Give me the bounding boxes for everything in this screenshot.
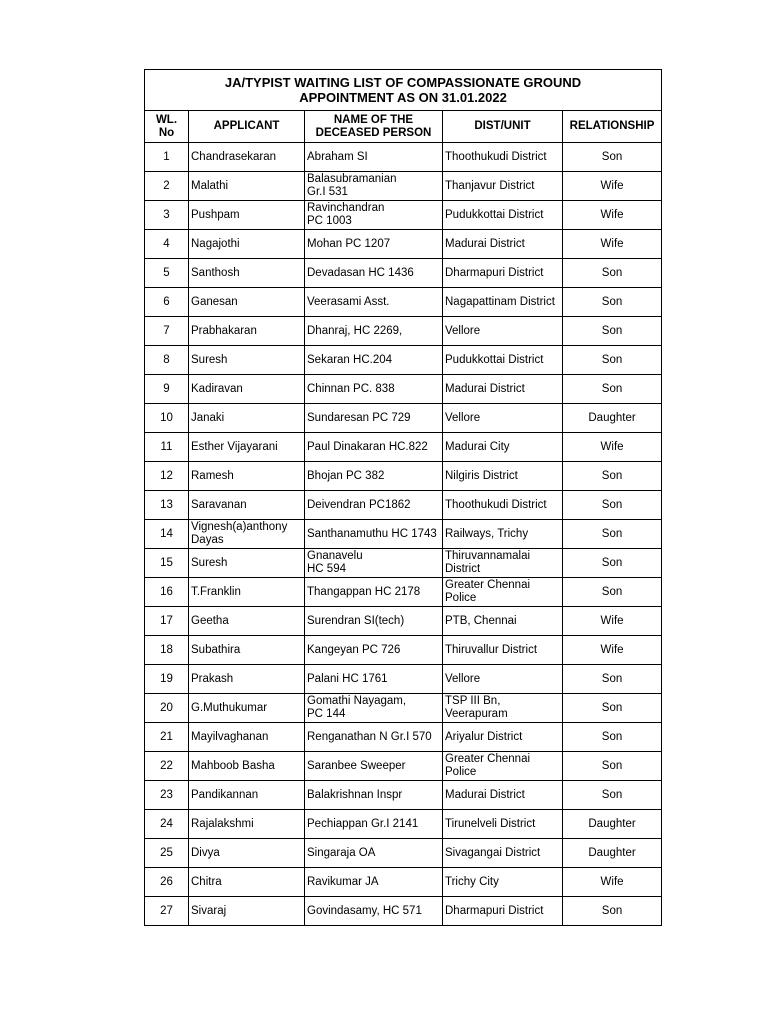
cell-wl-no: 3 (145, 201, 189, 230)
cell-wl-no: 4 (145, 230, 189, 259)
cell-wl-no: 13 (145, 491, 189, 520)
cell-wl-no: 11 (145, 433, 189, 462)
cell-dist-unit: PTB, Chennai (443, 607, 563, 636)
cell-dist-unit: Thiruvallur District (443, 636, 563, 665)
cell-applicant: Pandikannan (189, 781, 305, 810)
cell-applicant: Ramesh (189, 462, 305, 491)
cell-relationship: Son (563, 375, 662, 404)
cell-wl-no: 6 (145, 288, 189, 317)
cell-applicant: T.Franklin (189, 578, 305, 607)
cell-applicant: G.Muthukumar (189, 694, 305, 723)
table-row (145, 433, 662, 462)
cell-wl-no: 22 (145, 752, 189, 781)
cell-wl-no: 18 (145, 636, 189, 665)
cell-wl-no: 9 (145, 375, 189, 404)
cell-deceased: Singaraja OA (305, 839, 443, 868)
table-row (145, 868, 662, 897)
cell-relationship: Son (563, 259, 662, 288)
cell-dist-unit: Dharmapuri District (443, 259, 563, 288)
cell-deceased: Gomathi Nayagam, PC 144 (305, 694, 443, 723)
column-header-dist-unit: DIST/UNIT (443, 111, 563, 143)
cell-relationship: Son (563, 723, 662, 752)
table-row (145, 839, 662, 868)
cell-dist-unit: Tirunelveli District (443, 810, 563, 839)
cell-applicant: Divya (189, 839, 305, 868)
column-header-deceased: NAME OF THE DECEASED PERSON (305, 111, 443, 143)
cell-relationship: Son (563, 346, 662, 375)
cell-deceased: Veerasami Asst. (305, 288, 443, 317)
cell-applicant: Mahboob Basha (189, 752, 305, 781)
cell-dist-unit: Pudukkottai District (443, 201, 563, 230)
title-line-1: JA/TYPIST WAITING LIST OF COMPASSIONATE GROUND (224, 75, 582, 90)
cell-dist-unit: Madurai District (443, 230, 563, 259)
cell-applicant: Suresh (189, 346, 305, 375)
cell-dist-unit: Railways, Trichy (443, 520, 563, 549)
cell-relationship: Son (563, 520, 662, 549)
table-row (145, 810, 662, 839)
title-line-2: APPOINTMENT AS ON 31.01.2022 (299, 90, 507, 105)
cell-applicant: Subathira (189, 636, 305, 665)
cell-dist-unit: Nilgiris District (443, 462, 563, 491)
column-header-applicant: APPLICANT (189, 111, 305, 143)
table-body (145, 143, 662, 926)
cell-applicant: Janaki (189, 404, 305, 433)
cell-wl-no: 12 (145, 462, 189, 491)
table-row (145, 723, 662, 752)
cell-wl-no: 23 (145, 781, 189, 810)
cell-dist-unit: Thiruvannamalai District (443, 549, 563, 578)
cell-dist-unit: Madurai City (443, 433, 563, 462)
cell-relationship: Son (563, 897, 662, 926)
cell-applicant: Prakash (189, 665, 305, 694)
cell-deceased: Chinnan PC. 838 (305, 375, 443, 404)
title-row (145, 70, 662, 111)
cell-relationship: Son (563, 549, 662, 578)
cell-deceased: Dhanraj, HC 2269, (305, 317, 443, 346)
cell-wl-no: 20 (145, 694, 189, 723)
cell-applicant: Esther Vijayarani (189, 433, 305, 462)
cell-applicant: Chandrasekaran (189, 143, 305, 172)
cell-deceased: Mohan PC 1207 (305, 230, 443, 259)
cell-applicant: Prabhakaran (189, 317, 305, 346)
cell-dist-unit: Ariyalur District (443, 723, 563, 752)
table-row (145, 752, 662, 781)
cell-wl-no: 14 (145, 520, 189, 549)
cell-dist-unit: Thoothukudi District (443, 491, 563, 520)
cell-wl-no: 5 (145, 259, 189, 288)
table-row (145, 375, 662, 404)
cell-applicant: Geetha (189, 607, 305, 636)
cell-wl-no: 15 (145, 549, 189, 578)
cell-dist-unit: Dharmapuri District (443, 897, 563, 926)
cell-relationship: Son (563, 288, 662, 317)
table-row (145, 230, 662, 259)
cell-relationship: Daughter (563, 404, 662, 433)
cell-applicant: Nagajothi (189, 230, 305, 259)
table-row (145, 346, 662, 375)
cell-deceased: Abraham SI (305, 143, 443, 172)
cell-wl-no: 27 (145, 897, 189, 926)
cell-deceased: Palani HC 1761 (305, 665, 443, 694)
cell-deceased: Renganathan N Gr.I 570 (305, 723, 443, 752)
table-row (145, 201, 662, 230)
cell-relationship: Wife (563, 636, 662, 665)
cell-wl-no: 16 (145, 578, 189, 607)
cell-wl-no: 21 (145, 723, 189, 752)
table-row (145, 578, 662, 607)
cell-dist-unit: Pudukkottai District (443, 346, 563, 375)
cell-wl-no: 7 (145, 317, 189, 346)
cell-dist-unit: Thanjavur District (443, 172, 563, 201)
cell-relationship: Son (563, 752, 662, 781)
cell-wl-no: 1 (145, 143, 189, 172)
cell-dist-unit: TSP III Bn, Veerapuram (443, 694, 563, 723)
cell-deceased: Balasubramanian Gr.I 531 (305, 172, 443, 201)
cell-dist-unit: Thoothukudi District (443, 143, 563, 172)
cell-relationship: Wife (563, 433, 662, 462)
table-row (145, 781, 662, 810)
cell-relationship: Son (563, 317, 662, 346)
cell-deceased: Kangeyan PC 726 (305, 636, 443, 665)
table-row (145, 694, 662, 723)
table-row (145, 897, 662, 926)
header-row (145, 111, 662, 143)
cell-wl-no: 17 (145, 607, 189, 636)
cell-relationship: Son (563, 694, 662, 723)
cell-deceased: Paul Dinakaran HC.822 (305, 433, 443, 462)
cell-wl-no: 24 (145, 810, 189, 839)
cell-deceased: Ravikumar JA (305, 868, 443, 897)
cell-applicant: Chitra (189, 868, 305, 897)
cell-deceased: Balakrishnan Inspr (305, 781, 443, 810)
cell-applicant: Pushpam (189, 201, 305, 230)
table-row (145, 404, 662, 433)
document-title (145, 70, 662, 111)
cell-deceased: Gnanavelu HC 594 (305, 549, 443, 578)
cell-dist-unit: Madurai District (443, 375, 563, 404)
cell-dist-unit: Greater Chennai Police (443, 578, 563, 607)
cell-wl-no: 10 (145, 404, 189, 433)
cell-relationship: Son (563, 462, 662, 491)
cell-relationship: Daughter (563, 839, 662, 868)
cell-deceased: Pechiappan Gr.I 2141 (305, 810, 443, 839)
cell-dist-unit: Madurai District (443, 781, 563, 810)
cell-deceased: Surendran SI(tech) (305, 607, 443, 636)
cell-relationship: Son (563, 143, 662, 172)
cell-applicant: Santhosh (189, 259, 305, 288)
cell-relationship: Son (563, 665, 662, 694)
cell-relationship: Son (563, 491, 662, 520)
table-row (145, 143, 662, 172)
cell-dist-unit: Sivagangai District (443, 839, 563, 868)
table-row (145, 520, 662, 549)
cell-dist-unit: Trichy City (443, 868, 563, 897)
cell-relationship: Wife (563, 230, 662, 259)
cell-applicant: Rajalakshmi (189, 810, 305, 839)
cell-deceased: Govindasamy, HC 571 (305, 897, 443, 926)
table-row (145, 462, 662, 491)
table-row (145, 288, 662, 317)
cell-dist-unit: Nagapattinam District (443, 288, 563, 317)
cell-applicant: Vignesh(a)anthony Dayas (189, 520, 305, 549)
cell-applicant: Sivaraj (189, 897, 305, 926)
cell-wl-no: 26 (145, 868, 189, 897)
cell-dist-unit: Greater Chennai Police (443, 752, 563, 781)
cell-deceased: Ravinchandran PC 1003 (305, 201, 443, 230)
cell-relationship: Wife (563, 172, 662, 201)
table-row (145, 317, 662, 346)
cell-deceased: Bhojan PC 382 (305, 462, 443, 491)
cell-deceased: Saranbee Sweeper (305, 752, 443, 781)
cell-wl-no: 8 (145, 346, 189, 375)
table-row (145, 491, 662, 520)
cell-relationship: Wife (563, 868, 662, 897)
cell-wl-no: 19 (145, 665, 189, 694)
cell-deceased: Devadasan HC 1436 (305, 259, 443, 288)
column-header-relationship: RELATIONSHIP (563, 111, 662, 143)
cell-relationship: Wife (563, 607, 662, 636)
cell-applicant: Ganesan (189, 288, 305, 317)
cell-relationship: Son (563, 781, 662, 810)
cell-relationship: Daughter (563, 810, 662, 839)
table-row (145, 259, 662, 288)
cell-relationship: Son (563, 578, 662, 607)
cell-dist-unit: Vellore (443, 317, 563, 346)
cell-applicant: Suresh (189, 549, 305, 578)
waiting-list-document (144, 69, 661, 926)
column-header-wl-no: WL. No (145, 111, 189, 143)
cell-deceased: Deivendran PC1862 (305, 491, 443, 520)
cell-deceased: Sundaresan PC 729 (305, 404, 443, 433)
cell-applicant: Malathi (189, 172, 305, 201)
cell-deceased: Sekaran HC.204 (305, 346, 443, 375)
waiting-list-table (144, 69, 662, 926)
cell-dist-unit: Vellore (443, 665, 563, 694)
table-row (145, 665, 662, 694)
cell-wl-no: 2 (145, 172, 189, 201)
cell-dist-unit: Vellore (443, 404, 563, 433)
cell-applicant: Kadiravan (189, 375, 305, 404)
table-row (145, 172, 662, 201)
cell-wl-no: 25 (145, 839, 189, 868)
cell-relationship: Wife (563, 201, 662, 230)
cell-applicant: Saravanan (189, 491, 305, 520)
cell-deceased: Santhanamuthu HC 1743 (305, 520, 443, 549)
cell-applicant: Mayilvaghanan (189, 723, 305, 752)
table-row (145, 549, 662, 578)
table-row (145, 607, 662, 636)
cell-deceased: Thangappan HC 2178 (305, 578, 443, 607)
table-row (145, 636, 662, 665)
